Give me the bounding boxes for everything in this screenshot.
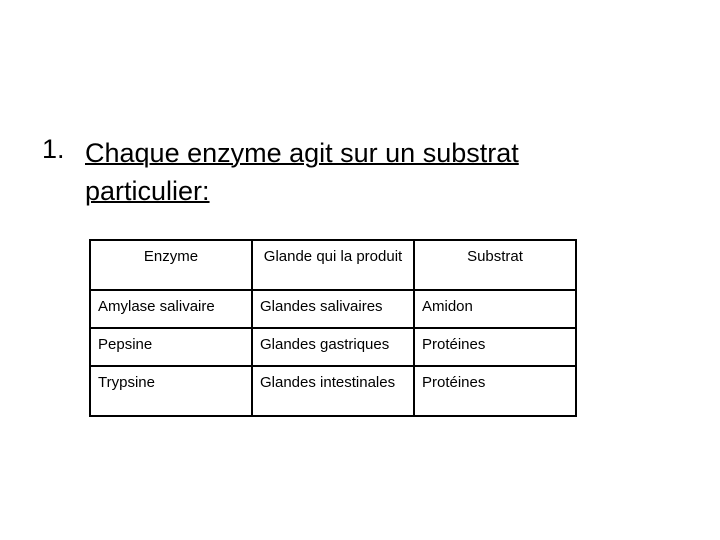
list-number: 1. bbox=[42, 134, 65, 164]
cell-substrat: Protéines bbox=[414, 328, 576, 366]
cell-glande: Glandes intestinales bbox=[252, 366, 414, 416]
cell-substrat: Amidon bbox=[414, 290, 576, 328]
slide-heading: Chaque enzyme agit sur un substrat particulier: bbox=[85, 138, 519, 206]
table-row bbox=[90, 290, 576, 328]
cell-enzyme: Pepsine bbox=[90, 328, 252, 366]
header-enzyme: Enzyme bbox=[90, 240, 252, 290]
cell-substrat: Protéines bbox=[414, 366, 576, 416]
cell-enzyme: Amylase salivaire bbox=[90, 290, 252, 328]
enzyme-table bbox=[89, 239, 577, 417]
header-glande: Glande qui la produit bbox=[252, 240, 414, 290]
cell-enzyme: Trypsine bbox=[90, 366, 252, 416]
cell-glande: Glandes salivaires bbox=[252, 290, 414, 328]
table-header-row bbox=[90, 240, 576, 290]
table-row bbox=[90, 366, 576, 416]
header-substrat: Substrat bbox=[414, 240, 576, 290]
cell-glande: Glandes gastriques bbox=[252, 328, 414, 366]
table-row bbox=[90, 328, 576, 366]
